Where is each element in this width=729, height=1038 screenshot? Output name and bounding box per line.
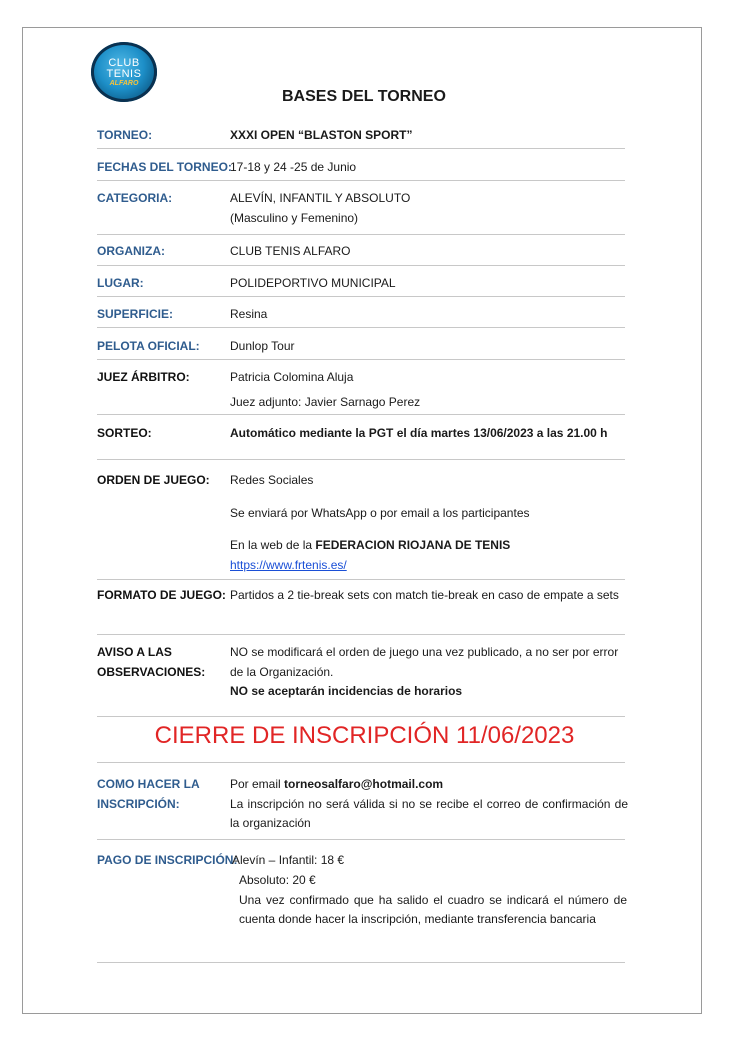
value-pelota: Dunlop Tour (230, 339, 295, 353)
separator (97, 148, 625, 149)
label-pelota: PELOTA OFICIAL: (97, 339, 200, 353)
separator (97, 265, 625, 266)
juez-line-1: Patricia Colomina Aluja (230, 370, 354, 384)
value-organiza: CLUB TENIS ALFARO (230, 244, 351, 258)
value-sorteo: Automático mediante la PGT el día martes 13/06/2023 a las 21.00 h (230, 426, 608, 440)
label-aviso-line-1: AVISO A LAS (97, 645, 172, 659)
separator (97, 962, 625, 963)
orden-line-2: Se enviará por WhatsApp o por email a los participantes (230, 505, 530, 520)
pago-line-2: Absoluto: 20 € (239, 873, 316, 887)
label-aviso-line-2: OBSERVACIONES: (97, 664, 206, 679)
separator (97, 459, 625, 460)
label-aviso (97, 643, 205, 682)
inscripcion-prefix: Por email (230, 777, 285, 791)
orden-line-3-prefix: En la web de la (230, 538, 316, 552)
value-fechas: 17-18 y 24 -25 de Junio (230, 160, 357, 174)
juez-line-2: Juez adjunto: Javier Sarnago Perez (230, 394, 421, 409)
value-pago-rest (239, 871, 627, 930)
label-lugar: LUGAR: (97, 276, 144, 290)
label-inscripcion-line-2: INSCRIPCIÓN: (97, 796, 180, 811)
label-inscripcion (97, 775, 200, 814)
categoria-line-1: ALEVÍN, INFANTIL Y ABSOLUTO (230, 191, 411, 205)
label-formato: FORMATO DE JUEGO: (97, 588, 226, 602)
value-torneo: XXXI OPEN “BLASTON SPORT” (230, 128, 413, 142)
aviso-text: NO se modificará el orden de juego una vez publicado, a no ser por error de la Organización. (230, 645, 619, 679)
frtenis-link[interactable]: https://www.frtenis.es/ (230, 557, 347, 572)
inscription-deadline-banner: CIERRE DE INSCRIPCIÓN 11/06/2023 (154, 722, 575, 749)
value-pago-line-1: Alevín – Infantil: 18 € (232, 853, 345, 867)
logo-text-tenis: TENIS (106, 67, 142, 80)
label-categoria: CATEGORIA: (97, 191, 173, 205)
separator (97, 634, 625, 635)
pago-text: Una vez confirmado que ha salido el cuadro se indicará el número de cuenta donde hacer la inscripción, mediante transferencia bancaria (239, 892, 627, 926)
separator (97, 839, 625, 840)
value-categoria (230, 189, 628, 228)
label-sorteo: SORTEO: (97, 426, 152, 440)
separator (97, 579, 625, 580)
label-superficie: SUPERFICIE: (97, 307, 174, 321)
label-organiza: ORGANIZA: (97, 244, 165, 258)
value-aviso (230, 643, 628, 702)
logo-text-club: CLUB (108, 56, 140, 69)
label-torneo: TORNEO: (97, 128, 153, 142)
value-superficie: Resina (230, 307, 268, 321)
orden-line-1: Redes Sociales (230, 473, 314, 487)
logo-text-alfaro: ALFARO (109, 79, 139, 87)
separator (97, 180, 625, 181)
categoria-line-2: (Masculino y Femenino) (230, 210, 359, 225)
separator (97, 359, 625, 360)
inscripcion-email: torneosalfaro@hotmail.com (284, 777, 444, 791)
inscripcion-email-line (230, 775, 628, 795)
aviso-bold: NO se aceptarán incidencias de horarios (230, 684, 463, 698)
label-orden: ORDEN DE JUEGO: (97, 473, 210, 487)
separator (97, 716, 625, 717)
separator (97, 327, 625, 328)
inscripcion-text: La inscripción no será válida si no se recibe el correo de confirmación de la organización (230, 796, 628, 830)
value-orden (230, 471, 628, 575)
separator (97, 762, 625, 763)
separator (97, 234, 625, 235)
label-inscripcion-line-1: COMO HACER LA (97, 777, 200, 791)
value-juez (230, 368, 628, 412)
orden-line-3 (230, 536, 628, 556)
label-juez: JUEZ ÁRBITRO: (97, 370, 190, 384)
value-lugar: POLIDEPORTIVO MUNICIPAL (230, 276, 396, 290)
separator (97, 296, 625, 297)
federacion-name: FEDERACION RIOJANA DE TENIS (315, 538, 511, 552)
separator (97, 414, 625, 415)
club-logo (91, 42, 157, 102)
page-title: BASES DEL TORNEO (282, 88, 446, 105)
label-pago: PAGO DE INSCRIPCIÓN: (97, 853, 238, 867)
value-formato: Partidos a 2 tie-break sets con match tie-break en caso de empate a sets (230, 588, 619, 602)
value-inscripcion (230, 775, 628, 834)
label-fechas: FECHAS DEL TORNEO: (97, 160, 232, 174)
